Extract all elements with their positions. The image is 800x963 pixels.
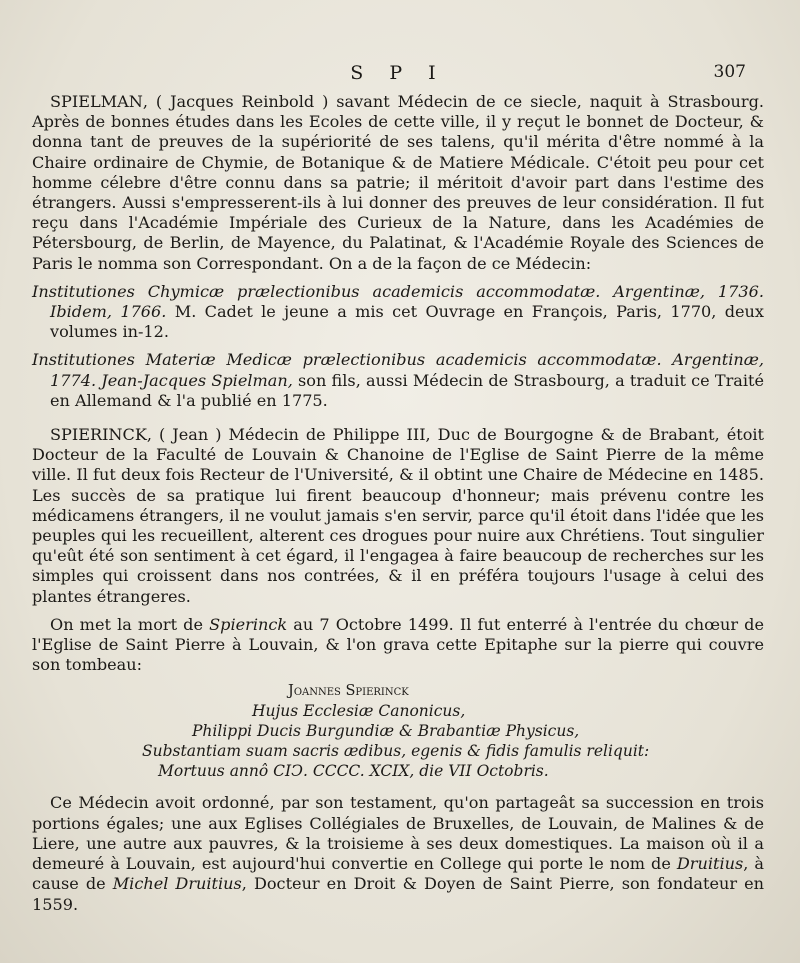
closing-paragraph: Ce Médecin avoit ordonné, par son testament, qu'on partageât sa succession en trois portions égales; une aux Eglises Collégiales de Bruxelles, de Louvain, de Malines & de Liere, une autre aux pauvres, & la troisieme à ses deux domestiques. La maison où il a demeuré à Louvain, est aujourd'hui convertie en College qui porte le nom de Druitius, à cause de Michel Druitius, Docteur en Droit & Doyen de Saint Pierre, son fondateur en 1559.: [32, 793, 764, 914]
work-citation: [32, 282, 764, 343]
entry-body: , ( Jacques Reinbold ) savant Médecin de ce siecle, naquit à Strasbourg. Après de bonnes études dans les Ecoles de cette ville, il y reçut le bonnet de Docteur, & donna tant de preuves de la supériorité de ses talens, qu'il mérita d'être nommé à la Chaire ordinaire de Chymie, de Botanique & de Matiere Médicale. C'étoit peu pour cet homme célebre d'être connu dans sa patrie; il méritoit d'avoir part dans l'estime des étrangers. Aussi s'empresserent-ils à lui donner des preuves de leur considération. Il fut reçu dans l'Académie Impériale des Curieux de la Nature, dans les Académies de Pétersbourg, de Berlin, de Mayence, du Palatinat, & l'Académie Royale des Sciences de Paris le nomma son Correspondant. On a de la façon de ce Médecin:: [32, 92, 764, 273]
page-number: 307: [713, 62, 746, 82]
entry-headword: SPIERINCK: [50, 425, 147, 445]
entry-headword: SPIELMAN: [50, 92, 143, 111]
person-name: Michel Druitius: [112, 874, 242, 894]
running-title: S P I: [350, 62, 446, 84]
epitaph: [32, 681, 764, 781]
running-head: [32, 62, 764, 92]
work-title: Institutiones Materiæ Medicæ prælectionibus academicis accommodatæ. Argentinæ, 1774.: [32, 350, 764, 390]
person-name: Spierinck: [209, 614, 288, 634]
work-note: M. Cadet le jeune a mis cet Ouvrage en François, Paris, 1770, deux volumes in-12.: [50, 302, 764, 342]
entry-body: , ( Jean ) Médecin de Philippe III, Duc de Bourgogne & de Brabant, étoit Docteur de la Faculté de Louvain & Chanoine de l'Eglise de Saint Pierre de la même ville. Il fut deux fois Recteur de l'Université, & il obtint une Chaire de Médecine en 1485. Les succès de sa pratique lui firent beaucoup d'honneur; mais prévenu contre les médicamens étrangers, il ne voulut jamais s'en servir, parce qu'il étoit dans l'idée que les peuples qui les recueillent, alterent ces drogues pour nuire aux Chrétiens. Tout singulier qu'eût été son sentiment à cet égard, il l'engagea à faire beaucoup de recherches sur les simples qui croissent dans nos contrées, & il en préféra toujours l'usage à celui des plantes étrangeres.: [32, 425, 764, 606]
work-title: Institutiones Chymicæ prælectionibus academicis accommodatæ. Argentinæ, 1736. Ibidem, 1766.: [32, 281, 764, 322]
entry-spielman: [32, 92, 764, 274]
entry-spierinck: [32, 425, 764, 607]
epitaph-line: Joannes Spierinck: [288, 683, 409, 700]
person-name: Druitius: [676, 854, 744, 874]
work-note: son fils, aussi Médecin de Strasbourg, a traduit ce Traité en Allemand & l'a publié en 1775.: [50, 370, 764, 410]
epitaph-line: Hujus Ecclesiæ Canonicus,: [252, 702, 466, 721]
death-paragraph: On met la mort de Spierinck au 7 Octobre 1499. Il fut enterré à l'entrée du chœur de l'Eglise de Saint Pierre à Louvain, & l'on grava cette Epitaphe sur la pierre qui couvre son tombeau:: [32, 614, 764, 675]
work-citation: [32, 350, 764, 411]
epitaph-line: Substantiam suam sacris ædibus, egenis & fidis famulis reliquit:: [142, 742, 650, 761]
translator-name: Jean-Jacques Spielman,: [101, 370, 293, 390]
epitaph-line: Philippi Ducis Burgundiæ & Brabantiæ Physicus,: [192, 722, 580, 741]
epitaph-line: Mortuus annô CIↃ. CCCC. XCIX, die VII Octobris.: [158, 762, 549, 781]
